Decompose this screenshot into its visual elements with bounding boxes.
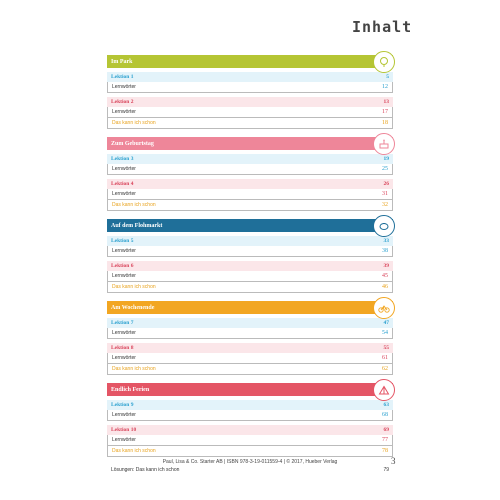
lesson-title: Lektion 1 (111, 74, 134, 80)
lesson-block (107, 236, 393, 257)
lesson-title: Lektion 4 (111, 181, 134, 187)
bicycle-icon (373, 297, 395, 319)
lesson-header[interactable] (107, 179, 393, 189)
row-label: Lernwörter (112, 248, 136, 254)
page-footer: Paul, Lisa & Co. Starter AB | ISBN 978-3-19-011559-4 | © 2017, Hueber Verlag (162, 459, 338, 465)
row-label: Lernwörter (112, 330, 136, 336)
kann-ich-schon-row[interactable] (107, 446, 393, 457)
lesson-title: Lektion 7 (111, 320, 134, 326)
lernwoerter-row[interactable] (107, 107, 393, 118)
page-title: Inhalt (352, 18, 413, 36)
unit-title: Auf dem Flohmarkt (111, 222, 163, 229)
row-page: 61 (382, 355, 388, 361)
lesson-header[interactable] (107, 236, 393, 246)
cake-icon (373, 133, 395, 155)
lesson-header[interactable] (107, 318, 393, 328)
lesson-page: 47 (383, 320, 389, 326)
row-page: 12 (382, 84, 388, 90)
row-label: Lernwörter (112, 84, 136, 90)
section (107, 55, 393, 129)
lernwoerter-row[interactable] (107, 164, 393, 175)
row-page: 31 (382, 191, 388, 197)
lernwoerter-row[interactable] (107, 410, 393, 421)
lesson-header[interactable] (107, 72, 393, 82)
lesson-page: 55 (383, 345, 389, 351)
lesson-page: 19 (383, 156, 389, 162)
lernwoerter-row[interactable] (107, 435, 393, 446)
page-number: 3 (391, 456, 396, 466)
row-label: Lernwörter (112, 191, 136, 197)
lesson-header[interactable] (107, 154, 393, 164)
lesson-block (107, 425, 393, 457)
lesson-title: Lektion 5 (111, 238, 134, 244)
row-page: 62 (382, 366, 388, 372)
lesson-block (107, 72, 393, 93)
row-label: Das kann ich schon (112, 448, 156, 454)
tent-icon (373, 379, 395, 401)
unit-title-bar[interactable] (107, 219, 393, 232)
kann-ich-schon-row[interactable] (107, 118, 393, 129)
row-label: Lernwörter (112, 166, 136, 172)
row-page: 17 (382, 109, 388, 115)
lesson-block (107, 97, 393, 129)
unit-title-bar[interactable] (107, 383, 393, 396)
row-label: Lernwörter (112, 109, 136, 115)
unit-title-bar[interactable] (107, 137, 393, 150)
lesson-block (107, 318, 393, 339)
lernwoerter-row[interactable] (107, 271, 393, 282)
lesson-title: Lektion 8 (111, 345, 134, 351)
unit-title: Endlich Ferien (111, 386, 150, 393)
unit-title-bar[interactable] (107, 301, 393, 314)
lesson-page: 26 (383, 181, 389, 187)
row-page: 32 (382, 202, 388, 208)
lesson-block (107, 343, 393, 375)
kann-ich-schon-row[interactable] (107, 282, 393, 293)
lernwoerter-row[interactable] (107, 246, 393, 257)
kann-ich-schon-row[interactable] (107, 200, 393, 211)
lesson-title: Lektion 2 (111, 99, 134, 105)
lesson-page: 63 (383, 402, 389, 408)
section (107, 137, 393, 211)
lesson-block (107, 400, 393, 421)
row-label: Lernwörter (112, 355, 136, 361)
unit-title-bar[interactable] (107, 55, 393, 68)
row-page: 38 (382, 248, 388, 254)
row-label: Lernwörter (112, 412, 136, 418)
row-label: Das kann ich schon (112, 284, 156, 290)
lesson-block (107, 179, 393, 211)
unit-title: Zum Geburtstag (111, 140, 154, 147)
row-label: Das kann ich schon (112, 202, 156, 208)
lernwoerter-row[interactable] (107, 189, 393, 200)
lesson-page: 39 (383, 263, 389, 269)
section (107, 219, 393, 293)
lernwoerter-row[interactable] (107, 82, 393, 93)
lesson-header[interactable] (107, 425, 393, 435)
loesungen-row[interactable] (107, 465, 393, 475)
unit-title: Im Park (111, 58, 133, 65)
row-page: 68 (382, 412, 388, 418)
table-of-contents (107, 55, 393, 475)
lesson-block (107, 154, 393, 175)
row-label: Das kann ich schon (112, 366, 156, 372)
tree-icon (373, 51, 395, 73)
kann-ich-schon-row[interactable] (107, 364, 393, 375)
row-label: Lernwörter (112, 273, 136, 279)
lesson-page: 33 (383, 238, 389, 244)
lesson-title: Lektion 6 (111, 263, 134, 269)
row-page: 54 (382, 330, 388, 336)
unit-title: Am Wochenende (111, 304, 155, 311)
lesson-page: 5 (386, 74, 389, 80)
lernwoerter-row[interactable] (107, 328, 393, 339)
lesson-title: Lektion 10 (111, 427, 137, 433)
lesson-header[interactable] (107, 343, 393, 353)
row-page: 18 (382, 120, 388, 126)
lesson-header[interactable] (107, 261, 393, 271)
lesson-header[interactable] (107, 400, 393, 410)
row-label: Das kann ich schon (112, 120, 156, 126)
section (107, 301, 393, 375)
lesson-block (107, 261, 393, 293)
row-page: 25 (382, 166, 388, 172)
loesungen-label: Lösungen: Das kann ich schon (111, 467, 180, 473)
lesson-page: 69 (383, 427, 389, 433)
row-label: Lernwörter (112, 437, 136, 443)
lesson-title: Lektion 9 (111, 402, 134, 408)
row-page: 77 (382, 437, 388, 443)
lernwoerter-row[interactable] (107, 353, 393, 364)
lesson-title: Lektion 3 (111, 156, 134, 162)
row-page: 78 (382, 448, 388, 454)
row-page: 45 (382, 273, 388, 279)
piggy-bank-icon (373, 215, 395, 237)
section (107, 383, 393, 457)
lesson-page: 13 (383, 99, 389, 105)
lesson-header[interactable] (107, 97, 393, 107)
loesungen-page: 79 (383, 467, 389, 473)
row-page: 46 (382, 284, 388, 290)
